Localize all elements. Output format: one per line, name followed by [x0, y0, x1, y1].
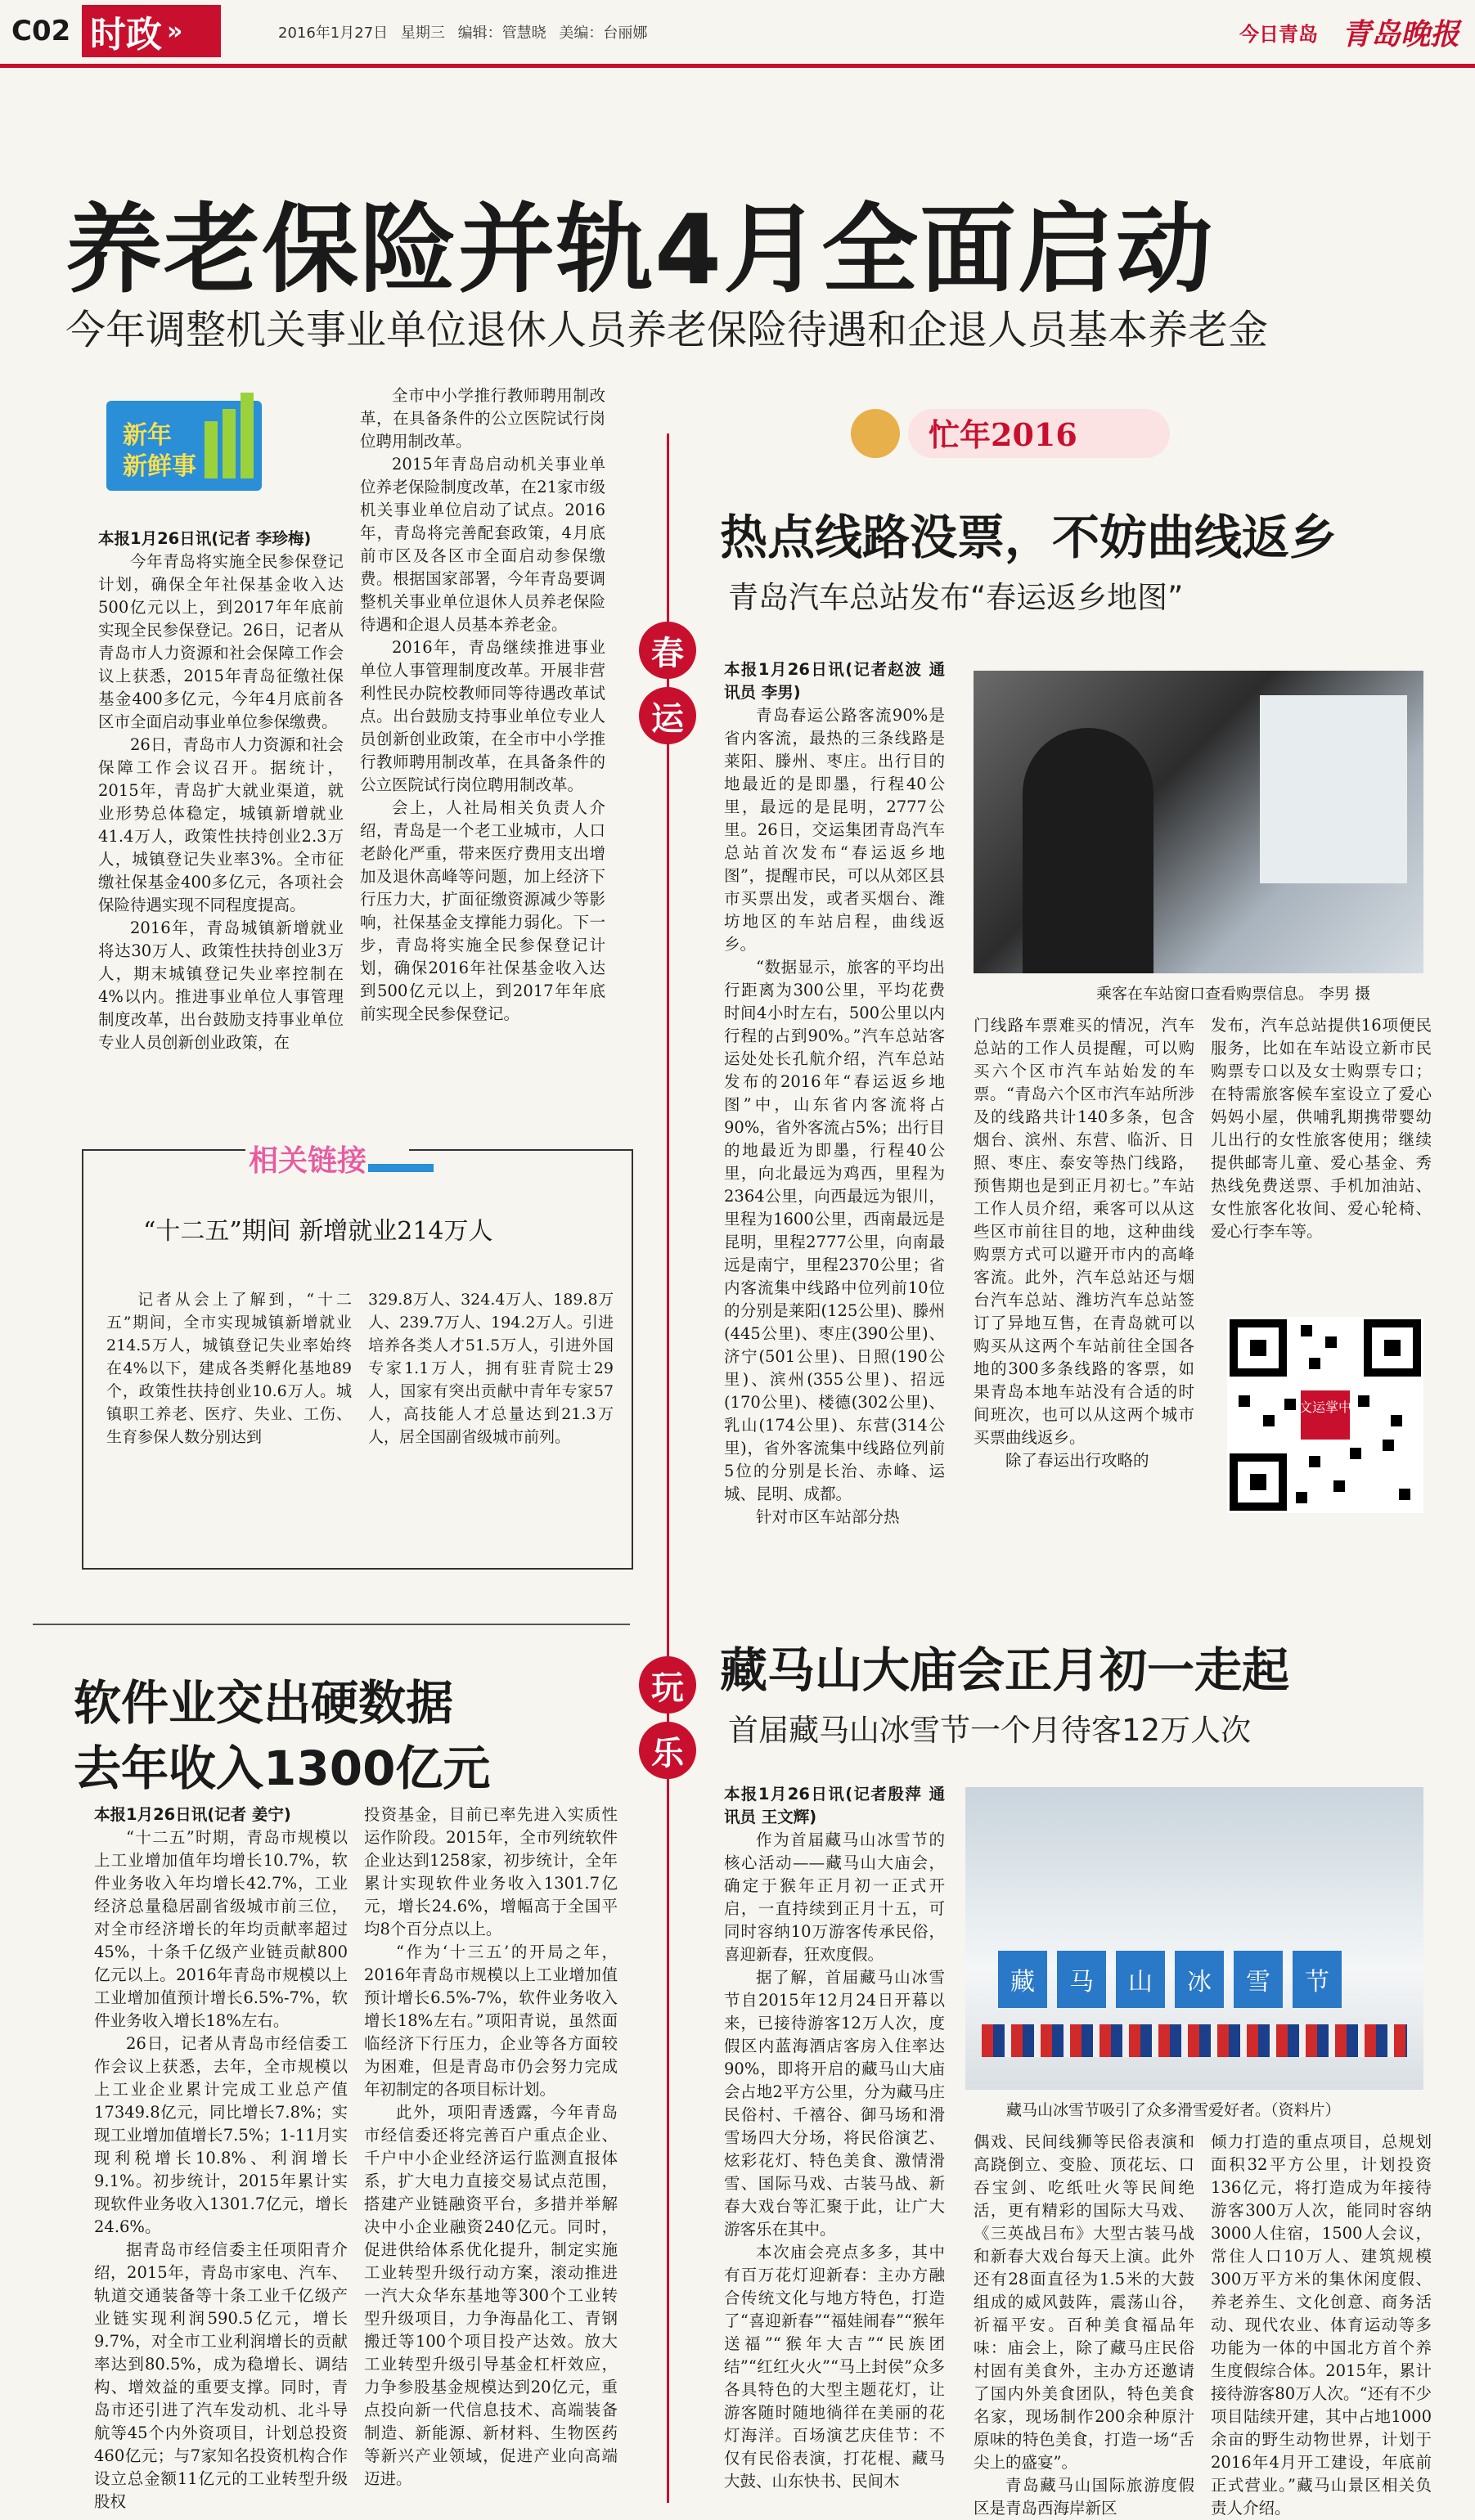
spring-para: 针对市区车站部分热 [756, 1507, 900, 1526]
spring-column-1 [724, 658, 945, 1529]
today-label: 今日青岛 [1239, 23, 1318, 46]
tag-char: 运 [651, 699, 684, 738]
software-column-1 [94, 1804, 348, 2513]
temple-column-1 [724, 1783, 945, 2493]
spring-para: 除了春运出行攻略的 [1005, 1451, 1149, 1470]
sign-letter: 马 [1057, 1951, 1106, 2008]
banner-text: 忙年2016 [929, 416, 1077, 453]
skier-crowd [982, 2024, 1407, 2057]
software-dateline: 本报1月26日讯(记者 姜宁) [94, 1805, 291, 1824]
lead-headline: 养老保险并轨4月全面启动 [65, 193, 1215, 306]
section-rule [33, 1624, 630, 1625]
bar-chart-icon [106, 376, 278, 499]
spring-para: 青岛春运公路客流90%是省内客流，最热的三条线路是莱阳、滕州、枣庄。出行目的地最近的是即墨，行程40公里，最远的是昆明，2777公里。26日，交运集团青岛汽车总站首次发布“春运返乡地图”，提醒市民，可以从郊区县市买票出发，或者买烟台、潍坊地区的车站启程，曲线返乡。 [724, 706, 945, 954]
snow-festival-photo [965, 1787, 1423, 2090]
spring-deck: 青岛汽车总站发布“春运返乡地图” [728, 580, 1184, 615]
festival-sign-letters [998, 1951, 1391, 2016]
section-label: 时政 [90, 14, 162, 56]
qr-code[interactable] [1227, 1317, 1423, 1513]
sign-letter: 藏 [998, 1951, 1047, 2008]
lead-dateline: 本报1月26日讯(记者 李珍梅) [98, 529, 312, 548]
related-title: “十二五”期间 新增就业214万人 [143, 1217, 493, 1246]
wanle-tag-1 [639, 1656, 696, 1714]
double-arrow-icon: » [167, 16, 183, 46]
tag-char: 玩 [651, 1668, 684, 1707]
qr-code-icon [1227, 1317, 1423, 1513]
sign-letter: 雪 [1234, 1951, 1283, 2008]
software-column-2 [364, 1804, 618, 2491]
chunyun-tag-1 [639, 622, 696, 679]
lead-para: 全市中小学推行教师聘用制改革，在具备条件的公立医院试行岗位聘用制改革。 [360, 386, 605, 451]
qr-label: 文运掌中 [1298, 1399, 1352, 1415]
spring-para: “数据显示，旅客的平均出行距离为300公里，平均花费时间4小时左右，500公里以内行程的占到90%。”汽车总站客运处处长孔航介绍，汽车总站发布的2016年“春运返乡地图”中，山东省内客流将占90%，省外客流占5%；出行目的地最近为即墨，行程40公里，向北最远为鸡西，里程为2364公里，向西最远为银川，里程为1600公里，西南最远是昆明，里程2777公里，向南最远是南宁，里程2370公里；省内客流集中线路中位列前10位的分别是莱阳(125公里)、滕州(445公里)、枣庄(390公里)、济宁(501公里)、日照(190公里)、滨州(355公里)、招远(170公里)、楼德(302公里)、乳山(174公里)、东营(314公里)，省外客流集中线路位列前5位的分别是长治、赤峰、运城、昆明、成都。 [724, 958, 945, 1503]
spring-column-3 [1211, 1014, 1432, 1243]
lead-para: 2016年，青岛继续推进事业单位人事管理制度改革。开展非营利性民办院校教师同等待遇改革试点。出台鼓励支持事业单位专业人员创新创业政策，在全市中小学推行教师聘用制改革，在具备条件的公立医院试行岗位聘用制改革。 [360, 638, 605, 794]
software-para: 26日，记者从青岛市经信委工作会议上获悉，去年，全市规模以上工业企业累计完成工业总产值17349.8亿元，同比增长7.8%；实现工业增加值增长7.5%；1-11月实现利税增长10.8%、利润增长9.1%。初步统计，2015年累计实现软件业务收入1301.7亿元，增长24.6%。 [94, 2034, 348, 2236]
chunyun-tag-2 [639, 687, 696, 744]
lead-column-2 [360, 384, 605, 1026]
paper-logo: 青岛晚报 [1342, 17, 1460, 52]
related-para: 记者从会上了解到，“十二五”期间，全市实现城镇新增就业214.5万人，城镇登记失业率始终在4%以下，建成各类孵化基地89个，政策性扶持创业10.6万人。城镇职工养老、医疗、失业、工伤、生育参保人数分别达到 [106, 1291, 352, 1446]
spring-headline: 热点线路没票，不妨曲线返乡 [720, 510, 1338, 565]
new-year-badge [106, 376, 278, 499]
badge-text-2: 新鲜事 [123, 452, 196, 481]
spring-photo-caption: 乘客在车站窗口查看购票信息。 李男 摄 [1096, 985, 1371, 1003]
related-badge-text: 相关链接 [249, 1144, 367, 1178]
lead-subheadline: 今年调整机关事业单位退休人员养老保险待遇和企退人员基本养老金 [65, 307, 1269, 353]
monkey-banner-icon [843, 401, 1186, 466]
tag-char: 春 [651, 633, 684, 672]
badge-text-1: 新年 [123, 421, 172, 450]
lead-para: 会上，人社局相关负责人介绍，青岛是一个老工业城市，人口老龄化严重，带来医疗费用支出增加及退休高峰等问题，加上经济下行压力大，扩面征缴资源减少等影响，社保基金支撑能力弱化。下一步，青岛将实施全民参保登记计划，确保2016年社保基金收入达到500亿元以上，到2017年年底前实现全民参保登记。 [360, 798, 605, 1023]
temple-headline: 藏马山大庙会正月初一走起 [720, 1642, 1290, 1698]
window-sign [1260, 695, 1407, 883]
ticket-window-photo [974, 671, 1423, 973]
link-badge-icon [245, 1133, 434, 1182]
sign-letter: 山 [1116, 1951, 1165, 2008]
software-para: “作为‘十三五’的开局之年，2016年青岛市规模以上工业增加值预计增长6.5%-7%，软件业务收入增长18%左右。”项阳青说，虽然面临经济下行压力，企业等各方面较为困难，但是青岛市仍会努力完成年初制定的各项目标计划。 [364, 1943, 618, 2099]
related-badge [245, 1133, 434, 1182]
sign-letter: 节 [1293, 1951, 1342, 2008]
lead-column-1 [98, 528, 344, 1054]
busy-new-year-banner [843, 401, 1186, 466]
temple-photo-caption: 藏马山冰雪节吸引了众多滑雪爱好者。（资料片） [1006, 2101, 1341, 2119]
spring-para: 发布，汽车总站提供16项便民服务，比如在车站设立新市民购票专口以及女士购票专口；在特需旅客候车室设立了爱心妈妈小屋，供哺乳期携带婴幼儿出行的女性旅客使用；继续提供邮寄儿童、爱心基金、秀热线免费送票、手机加油站、女性旅客化妆间、爱心轮椅、爱心行李车等。 [1211, 1016, 1432, 1241]
software-para: 此外，项阳青透露，今年青岛市经信委还将完善百户重点企业、千户中小企业经济运行监测直报体系，扩大电力直接交易试点范围，搭建产业链融资平台，多措并举解决中小企业融资240亿元。同时，促进供给体系优化提升，制定实施工业转型升级行动方案，滚动推进一汽大众华东基地等300个工业转型升级项目，力争海晶化工、青钢搬迁等100个项目投产达效。放大工业转型升级引导基金杠杆效应，力争参股基金规模达到20亿元，重点投向新一代信息技术、高端装备制造、新能源、新材料、生物医药等新兴产业领域，促进产业向高端迈进。 [364, 2103, 618, 2488]
header-rule [0, 64, 1475, 68]
sign-letter: 冰 [1175, 1951, 1224, 2008]
temple-para: 倾力打造的重点项目，总规划面积32平方公里，计划投资136亿元，将打造成为年接待游客300万人次，能同时容纳3000人住宿，1500人会议，常住人口10万人、建筑规模300万平方米的集休闲度假、养老养生、文化创意、商务活动、现代农业、体育运动等多功能为一体的中国北方首个养生度假综合体。2015年，累计接待游客80万人次。“还有不少项目陆续开建，其中占地1000余亩的野生动物世界，计划于2016年4月开工建设，年底前正式营业。”藏马山景区相关负责人介绍。 [1211, 2132, 1432, 2518]
spring-dateline: 本报1月26日讯(记者赵波 通讯员 李男) [724, 660, 945, 702]
temple-deck: 首届藏马山冰雪节一个月待客12万人次 [728, 1713, 1252, 1748]
spring-para: 门线路车票难买的情况，汽车总站的工作人员提醒，可以购买六个区市汽车站始发的车票。“青岛六个区市汽车站所涉及的线路共计140多条，包含烟台、滨州、东营、临沂、日照、枣庄、泰安等热门线路，预售期也是到正月初七。”车站工作人员介绍，乘客可以从这些区市前往目的地，这种曲线购票方式可以避开市内的高峰客流。此外，汽车总站还与烟台汽车总站、潍坊汽车总站签订了异地互售，在青岛就可以购买从这两个车站前往全国各地的300多条线路的客票，如果青岛本地车站没有合适的时间班次，也可以从这两个城市买票曲线返乡。 [974, 1016, 1194, 1447]
software-para: “十二五”时期，青岛市规模以上工业增加值年均增长10.7%，软件业务收入年均增长42.7%，工业经济总量稳居副省级城市前三位，对全市经济增长的年均贡献率超过45%，十条千亿级产业链贡献800亿元以上。2016年青岛市规模以上工业增加值预计增长6.5%-7%，软件业务收入增长18%左右。 [94, 1828, 348, 2030]
software-para: 据青岛市经信委主任项阳青介绍，2015年，青岛市家电、汽车、轨道交通装备等十条工业千亿级产业链实现利润590.5亿元，增长9.7%，对全市工业利润增长的贡献率达到80.5%，成为稳增长、调结构、增效益的重要支撑。同时，青岛市还引进了汽车发动机、北斗导航等45个内外资项目，计划总投资460亿元；与7家知名投资机构合作设立总金额11亿元的工业转型升级股权 [94, 2240, 348, 2511]
wanle-tag-2 [639, 1722, 696, 1779]
page-number: C02 [11, 15, 71, 47]
temple-para: 据了解，首届藏马山冰雪节自2015年12月24日开幕以来，已接待游客12万人次，度假区内蓝海酒店客房入住率达90%，即将开启的藏马山大庙会占地2平方公里，分为藏马庄民俗村、千禧谷、御马场和滑雪场四大分场，将民俗演艺、炫彩花灯、特色美食、激情滑雪、国际马戏、古装马战、新春大戏台等汇聚于此，让广大游客乐在其中。 [724, 1968, 945, 2239]
temple-column-3 [1211, 2131, 1432, 2520]
lead-para: 26日，青岛市人力资源和社会保障工作会议召开。据统计，2015年，青岛扩大就业渠道，就业形势总体稳定，城镇新增就业41.4万人，政策性扶持创业2.3万人，城镇登记失业率3%。全市征缴社保基金400多亿元，各项社会保险待遇实现不同程度提高。 [98, 735, 344, 914]
temple-para: 偶戏、民间线狮等民俗表演和高跷倒立、变脸、顶花坛、口吞宝剑、吃纸吐火等民间绝活，更有精彩的国际大马戏、《三英战吕布》大型古装马战和新春大戏台每天上演。此外还有28面直径为1.5米的大鼓组成的威风鼓阵，震荡山谷，祈福平安。百种美食福品年味：庙会上，除了藏马庄民俗村固有美食外，主办方还邀请了国内外美食团队，特色美食名家，现场制作200余种原汁原味的特色美食，打造一场“舌尖上的盛宴”。 [974, 2132, 1194, 2472]
related-column-1 [106, 1288, 352, 1449]
lead-para: 今年青岛将实施全民参保登记计划，确保全年社保基金收入达500亿元以上，到2017年年底前实现全民参保登记。26日，记者从青岛市人力资源和社会保障工作会议上获悉，2015年青岛征缴社保基金400多亿元，今年4月底前各区市全面启动事业单位参保缴费。 [98, 552, 344, 731]
temple-column-2 [974, 2131, 1194, 2520]
temple-dateline: 本报1月26日讯(记者殷萍 通讯员 王文辉) [724, 1785, 945, 1826]
lead-para: 2016年，青岛城镇新增就业将达30万人、政策性扶持创业3万人，期末城镇登记失业率控制在4%以内。推进事业单位人事管理制度改革，出台鼓励支持事业单位专业人员创新创业政策，在 [98, 919, 344, 1052]
temple-para: 青岛藏马山国际旅游度假区是青岛西海岸新区 [974, 2476, 1194, 2518]
software-headline-1: 软件业交出硬数据 [74, 1675, 454, 1731]
related-para: 329.8万人、324.4万人、189.8万人、239.7万人、194.2万人。引进培养各类人才51.5万人，引进外国专家1.1万人，拥有驻青院士29人，国家有突出贡献中青年专家57人，高技能人才总量达到21.3万人，居全国副省级城市前列。 [368, 1291, 614, 1446]
temple-para: 本次庙会亮点多多，其中有百万花灯迎新春：主办方融合传统文化与地方特色，打造了“喜迎新春”“福娃闹春”“猴年送福”“猴年大吉”“民族团结”“红红火火”“马上封侯”众多各具特色的大型主题花灯，让游客随时随地徜徉在美丽的花灯海洋。百场演艺庆佳节：不仅有民俗表演，打花棍、藏马大鼓、山东快书、民间木 [724, 2243, 945, 2491]
issue-info: 2016年1月27日 星期三 编辑：管慧晓 美编：台丽娜 [278, 25, 648, 42]
tag-char: 乐 [651, 1733, 684, 1772]
passenger-figure [1023, 728, 1153, 973]
software-headline-2: 去年收入1300亿元 [74, 1741, 491, 1796]
software-para: 投资基金，目前已率先进入实质性运作阶段。2015年，全市列统软件企业达到1258家，初步统计，全年累计实现软件业务收入1301.7亿元，增长24.6%，增幅高于全国平均8个百分点以上。 [364, 1805, 618, 1938]
spring-column-2 [974, 1014, 1194, 1472]
temple-para: 作为首届藏马山冰雪节的核心活动——藏马山大庙会，确定于猴年正月初一正式开启，一直持续到正月十五，可同时容纳10万游客传承民俗，喜迎新春，狂欢度假。 [724, 1830, 945, 1964]
lead-para: 2015年青岛启动机关事业单位养老保险制度改革，在21家市级机关事业单位启动了试点。2016年，青岛将完善配套政策，4月底前市区及各区市全面启动参保缴费。根据国家部署，今年青岛要调整机关事业单位退休人员养老保险待遇和企退人员基本养老金。 [360, 455, 605, 634]
related-column-2 [368, 1288, 614, 1449]
section-tag [82, 5, 221, 57]
